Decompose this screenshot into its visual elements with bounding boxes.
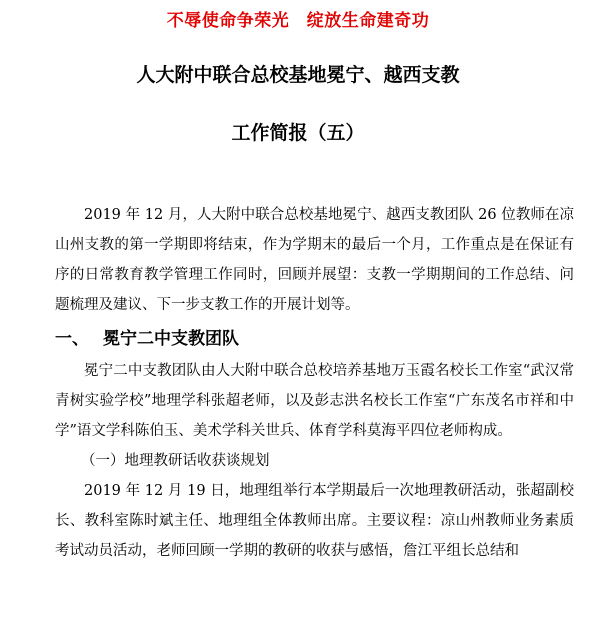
- red-motto-heading: 不辱使命争荣光 绽放生命建奇功: [166, 11, 430, 31]
- intro-paragraph: 2019 年 12 月，人大附中联合总校基地冕宁、越西支教团队 26 位教师在凉山州支教的第一学期即将结束，作为学期末的最后一个月，工作重点是在保证有序的日常教育教学管理工作同时，回顾并展望：支教一学期期间的工作总结、问题梳理及建议、下一步支教工作的开展计划等。: [55, 207, 574, 313]
- document-subtitle: 工作简报（五）: [231, 122, 365, 144]
- subsection-heading: （一）地理教研话收获谈规划: [81, 453, 270, 469]
- subsection-paragraph: 2019 年 12 月 19 日，地理组举行本学期最后一次地理教研活动，张超副校长、教科室陈时斌主任、地理组全体教师出席。主要议程：凉山州教师业务素质考试动员活动，老师回顾一学期的教研的收获与感悟，詹江平组长总结和: [55, 483, 574, 559]
- section-title: 冕宁二中支教团队: [103, 329, 239, 349]
- section-number: 一、: [55, 329, 89, 349]
- document-title: 人大附中联合总校基地冕宁、越西支教: [136, 64, 460, 86]
- section-heading: [55, 322, 574, 356]
- section-paragraph: 冕宁二中支教团队由人大附中联合总校培养基地万玉霞名校长工作室“武汉常青树实验学校”地理学科张超老师，以及彭志洪名校长工作室“广东茂名市祥和中学”语文学科陈伯玉、美术学科关世兵、体育学科莫海平四位老师构成。: [55, 363, 574, 439]
- document-body: [55, 200, 574, 566]
